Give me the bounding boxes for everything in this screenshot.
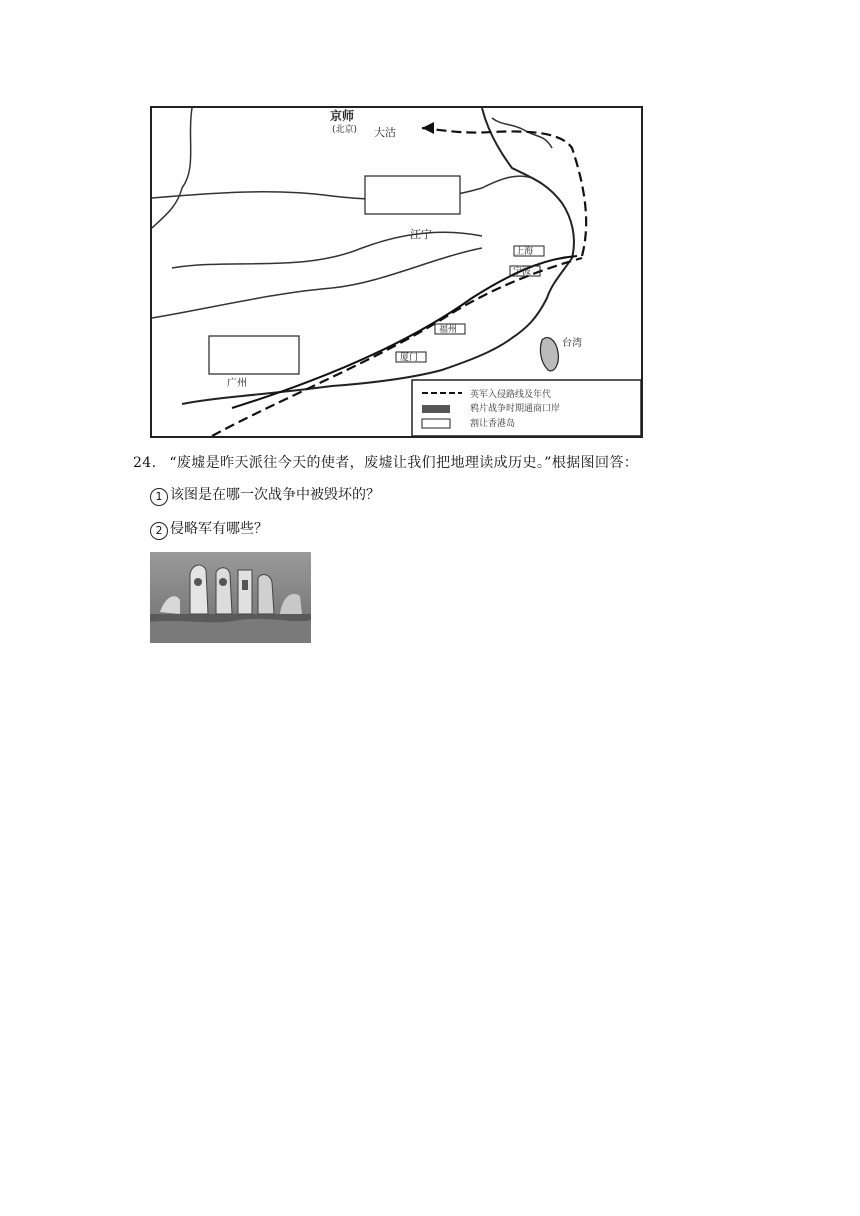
yangtze-river — [152, 248, 482, 318]
question-text: “废墟是昨天派往今天的使者，废墟让我们把地理读成历史。”根据图回答： — [169, 455, 639, 471]
west-border — [152, 108, 192, 228]
map-label-taiwan: 台湾 — [562, 338, 582, 349]
blank-box-south — [209, 336, 299, 374]
map-label-nanjing: 江宁 — [410, 228, 432, 241]
map-label-dagu: 大沽 — [374, 126, 396, 139]
route-arrow-head — [422, 122, 434, 134]
map-label-xiamen: 厦门 — [400, 353, 419, 363]
sub-question-2-text: 侵略军有哪些？ — [170, 521, 268, 537]
map-label-shanghai: 上海 — [515, 247, 534, 257]
question-number: 24. — [133, 455, 157, 471]
yellow-river — [172, 232, 482, 268]
legend-label-3: 割让香港岛 — [470, 419, 516, 429]
legend-label-2: 鸦片战争时期通商口岸 — [470, 404, 561, 414]
map-label-beijing: 京师 — [330, 109, 355, 123]
sub-question-2 — [150, 518, 268, 540]
map-label-beijing-paren: (北京) — [332, 125, 358, 135]
circled-number-1: 1 — [150, 488, 168, 506]
question-24 — [133, 452, 638, 472]
map-label-fuzhou: 福州 — [439, 325, 458, 335]
opium-war-map — [150, 106, 643, 438]
sub-question-1-text: 该图是在哪一次战争中被毁坏的？ — [170, 487, 380, 503]
legend-label-1: 英军入侵路线及年代 — [470, 390, 552, 400]
map-label-ningbo: 宁波 — [513, 267, 532, 277]
ruins-photo-drawing — [150, 552, 311, 643]
border-north — [152, 176, 532, 200]
sub-question-1 — [150, 484, 380, 506]
map-label-guangzhou: 广州 — [227, 378, 247, 389]
blank-box-north — [365, 176, 460, 214]
ruins-photo — [150, 552, 311, 643]
map-drawing — [152, 108, 641, 436]
taiwan-island — [540, 338, 558, 371]
circled-number-2: 2 — [150, 522, 168, 540]
